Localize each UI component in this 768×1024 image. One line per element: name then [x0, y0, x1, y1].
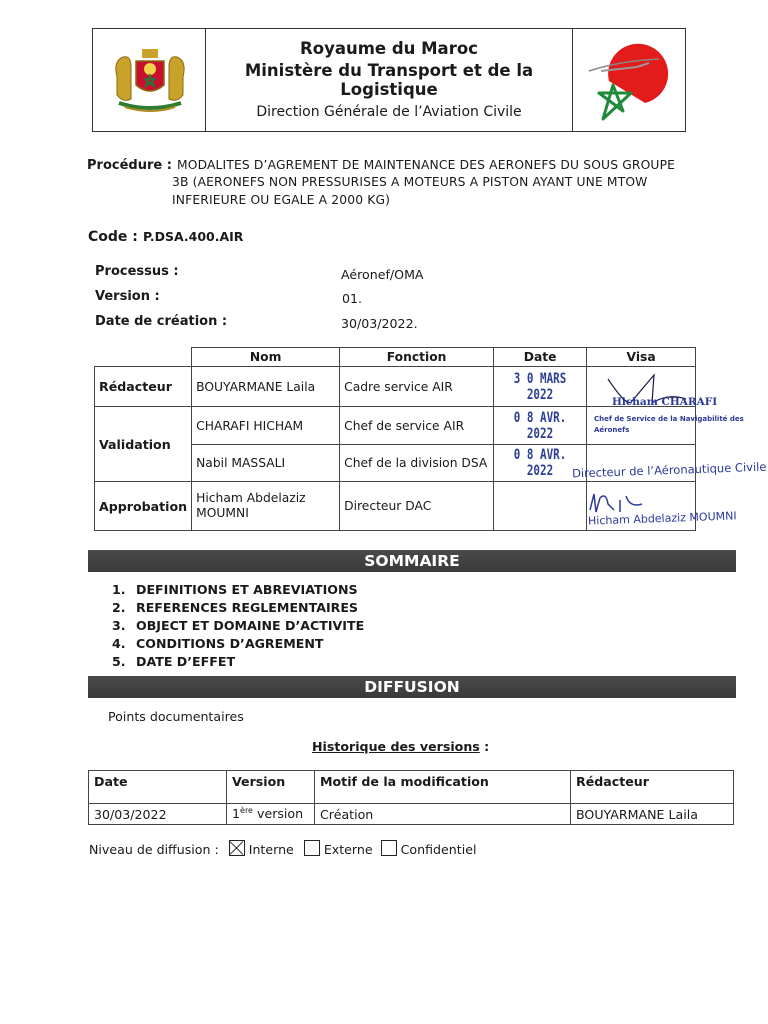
history-title — [312, 739, 489, 754]
history-title-text: Historique des versions — [312, 739, 480, 754]
history-header-redacteur: Rédacteur — [571, 771, 734, 804]
sommaire-banner: SOMMAIRE — [88, 550, 736, 572]
list-item: 5. DATE D’EFFET — [112, 654, 236, 669]
function-cell: Directeur DAC — [340, 482, 494, 531]
history-redacteur: BOUYARMANE Laila — [571, 804, 734, 825]
name-cell: CHARAFI HICHAM — [192, 407, 340, 445]
name-cell: BOUYARMANE Laila — [192, 367, 340, 407]
date-cell — [494, 482, 587, 531]
option-externe-label: Externe — [323, 842, 373, 857]
name-cell: Nabil MASSALI — [192, 445, 340, 482]
document-header — [92, 28, 686, 132]
procedure-block — [87, 154, 675, 173]
processus-value: Aéronef/OMA — [341, 267, 424, 282]
history-motif: Création — [315, 804, 571, 825]
role-approbation: Approbation — [95, 482, 192, 531]
creation-date-value: 30/03/2022. — [341, 316, 418, 331]
diffusion-level — [89, 840, 476, 857]
function-cell: Cadre service AIR — [340, 367, 494, 407]
date-stamp: 0 8 AVR. 2022 — [513, 409, 567, 442]
history-header-date: Date — [89, 771, 227, 804]
procedure-line-2: 3B (AERONEFS NON PRESSURISES A MOTEURS A PISTON AYANT UNE MTOW — [172, 175, 648, 189]
function-cell: Chef de la division DSA — [340, 445, 494, 482]
list-item: 2. REFERENCES REGLEMENTAIRES — [112, 600, 359, 615]
procedure-line-1: MODALITES D’AGREMENT DE MAINTENANCE DES AERONEFS DU SOUS GROUPE — [177, 158, 676, 172]
role-redacteur: Rédacteur — [95, 367, 192, 407]
history-date: 30/03/2022 — [89, 804, 227, 825]
table-row — [89, 804, 734, 825]
history-title-suffix: : — [479, 739, 490, 754]
code-block — [88, 226, 243, 245]
stamp-title: Chef de Service de la Navigabilité des Aéronefs — [594, 415, 744, 434]
stamp-director: Directeur de l’Aéronautique Civile — [571, 459, 767, 481]
history-table — [88, 770, 734, 825]
diffusion-banner: DIFFUSION — [88, 676, 736, 698]
header-title-block — [205, 29, 573, 131]
stamp-name: Hicham CHARAFI — [612, 396, 718, 408]
date-stamp: 0 8 AVR. 2022 — [513, 447, 567, 479]
col-header-fonction: Fonction — [340, 348, 494, 367]
role-validation: Validation — [95, 407, 192, 482]
function-cell: Chef de service AIR — [340, 407, 494, 445]
checkbox-confidentiel[interactable] — [381, 840, 397, 856]
name-cell-line-2: MOUMNI — [196, 506, 249, 520]
version-value: 01. — [342, 291, 363, 306]
coat-of-arms-logo — [109, 47, 191, 117]
list-item: 1. DEFINITIONS ET ABREVIATIONS — [112, 582, 358, 597]
history-header-motif: Motif de la modification — [315, 771, 571, 804]
procedure-label: Procédure : — [87, 158, 172, 173]
directorate-title: Direction Générale de l’Aviation Civile — [256, 104, 522, 120]
checkbox-interne[interactable] — [229, 840, 245, 856]
ministry-title: Ministère du Transport et de la Logistique — [244, 61, 534, 99]
list-item: 4. CONDITIONS D’AGREMENT — [112, 636, 324, 651]
checkbox-externe[interactable] — [304, 840, 320, 856]
option-interne-label: Interne — [248, 842, 294, 857]
points-documentaires: Points documentaires — [108, 709, 244, 724]
history-header-version: Version — [227, 771, 315, 804]
col-header-date: Date — [494, 348, 587, 367]
date-stamp: 3 0 MARS 2022 — [513, 370, 567, 403]
col-header-nom: Nom — [192, 348, 340, 367]
code-label: Code : — [88, 229, 138, 245]
processus-label: Processus : — [95, 264, 179, 279]
name-cell-line-1: Hicham Abdelaziz — [196, 491, 306, 505]
diffusion-level-label: Niveau de diffusion : — [89, 842, 219, 857]
version-label: Version : — [95, 289, 160, 304]
sommaire-list — [112, 581, 364, 671]
history-version: 1ère version — [227, 804, 315, 825]
kingdom-title: Royaume du Maroc — [300, 39, 478, 58]
stamp-director-name: Hicham Abdelaziz MOUMNI — [587, 509, 737, 528]
procedure-line-3: INFERIEURE OU EGALE A 2000 KG) — [172, 193, 391, 207]
code-value: P.DSA.400.AIR — [142, 229, 244, 244]
option-confidentiel-label: Confidentiel — [400, 842, 477, 857]
list-item: 3. OBJECT ET DOMAINE D’ACTIVITE — [112, 618, 365, 633]
col-header-visa: Visa — [587, 348, 696, 367]
table-corner — [95, 348, 192, 367]
dgac-logo — [579, 41, 669, 121]
creation-date-label: Date de création : — [95, 314, 228, 329]
